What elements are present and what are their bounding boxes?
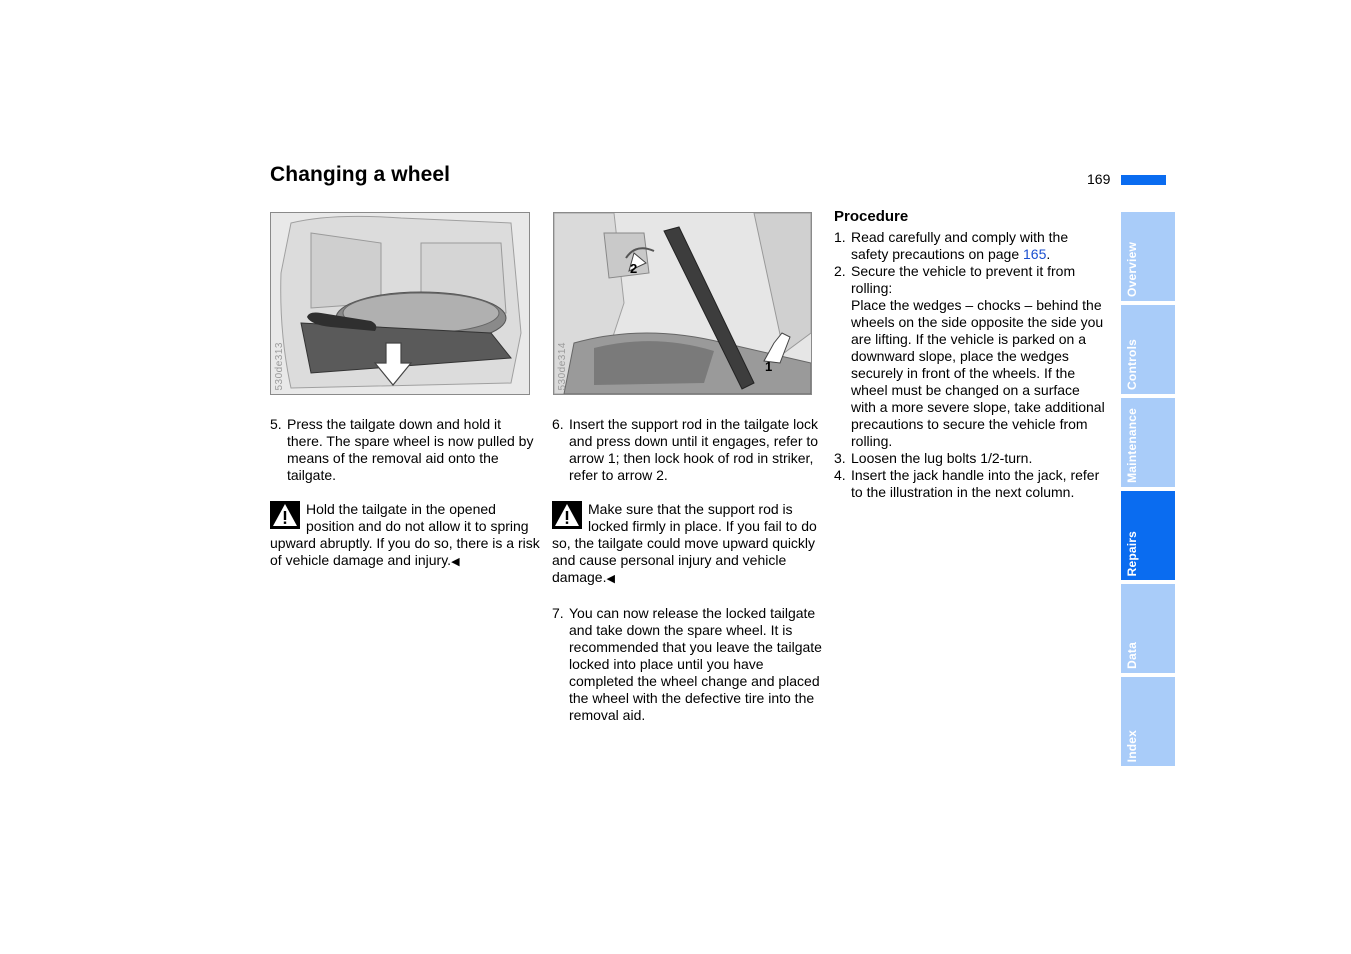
step-number: 1. [834, 229, 846, 245]
step-2 [834, 263, 1108, 450]
page-marker-bar [1121, 175, 1166, 185]
step-6 [552, 416, 824, 484]
tab-controls[interactable] [1121, 305, 1175, 394]
step-text: Press the tailgate down and hold it there. The spare wheel is now pulled by means of the removal aid onto the tailgate. [287, 416, 534, 483]
step-text-end: . [1046, 246, 1051, 262]
tab-label: Maintenance [1125, 408, 1139, 483]
step-5 [270, 416, 540, 484]
tab-repairs[interactable] [1121, 491, 1175, 580]
arrow-label-2: 2 [630, 261, 638, 276]
support-rod-illustration [554, 213, 811, 394]
step-text: You can now release the locked tailgate and take down the spare wheel. It is recommended that you leave the tailgate locked into place until you have completed the wheel change and placed the wheel with the defective tire into the removal aid. [569, 605, 822, 723]
end-mark-icon: ◀ [606, 573, 615, 585]
warning-text: Make sure that the support rod is locked firmly in place. If you fail to do so, the tailgate could move upward quickly and cause personal injury and vehicle damage. [552, 501, 817, 585]
end-mark-icon: ◀ [451, 556, 460, 568]
tab-label: Overview [1125, 242, 1139, 297]
step-text: Insert the jack handle into the jack, refer to the illustration in the next column. [851, 467, 1100, 500]
column-middle [552, 416, 824, 724]
tab-index[interactable] [1121, 677, 1175, 766]
step-text: Read carefully and comply with the safety precautions on page [851, 229, 1069, 262]
page-link[interactable]: 165 [1023, 246, 1047, 262]
arrow-label-1: 1 [765, 359, 773, 374]
tab-label: Index [1125, 729, 1139, 762]
step-7 [552, 605, 824, 724]
tailgate-illustration [271, 213, 529, 394]
figure-tailgate-spare-wheel [270, 212, 530, 395]
page-title: Changing a wheel [270, 163, 451, 186]
step-number: 5. [270, 416, 282, 432]
column-right [834, 208, 1108, 501]
tab-overview[interactable] [1121, 212, 1175, 301]
warning-icon [270, 501, 300, 529]
figure-support-rod [553, 212, 812, 395]
page-number: 169 [1087, 171, 1111, 187]
figure-code-label: 530de314 [557, 341, 568, 390]
section-tabs [1121, 212, 1175, 770]
warning-text: Hold the tailgate in the opened position and do not allow it to spring upward abruptly. If you do so, there is a risk of vehicle damage and injury. [270, 501, 540, 568]
step-number: 4. [834, 467, 846, 483]
step-3 [834, 450, 1108, 467]
step-1 [834, 229, 1108, 263]
warning-note [552, 501, 824, 588]
step-text: Insert the support rod in the tailgate lock and press down until it engages, refer to arrow 1; then lock hook of rod in striker, refer to arrow 2. [569, 416, 819, 483]
step-detail: Place the wedges – chocks – behind the wheels on the side opposite the side you are lifting. If the vehicle is parked on a downward slope, place the wedges securely in front of the wheels. If the wheel must be changed on a surface with a more severe slope, take additional precautions to secure the vehicle from rolling. [851, 297, 1105, 449]
step-text: Loosen the lug bolts 1/2-turn. [851, 450, 1033, 466]
step-number: 2. [834, 263, 846, 279]
warning-note [270, 501, 540, 571]
warning-icon [552, 501, 582, 529]
tab-label: Data [1125, 642, 1139, 669]
section-heading: Procedure [834, 208, 909, 225]
step-number: 6. [552, 416, 564, 432]
step-text: Secure the vehicle to prevent it from rolling: [851, 263, 1076, 296]
tab-data[interactable] [1121, 584, 1175, 673]
step-number: 3. [834, 450, 846, 466]
tab-label: Repairs [1125, 530, 1139, 576]
figure-code-label: 530de313 [274, 341, 285, 390]
tab-maintenance[interactable] [1121, 398, 1175, 487]
step-4 [834, 467, 1108, 501]
column-left [270, 416, 540, 571]
tab-label: Controls [1125, 339, 1139, 390]
step-number: 7. [552, 605, 564, 621]
